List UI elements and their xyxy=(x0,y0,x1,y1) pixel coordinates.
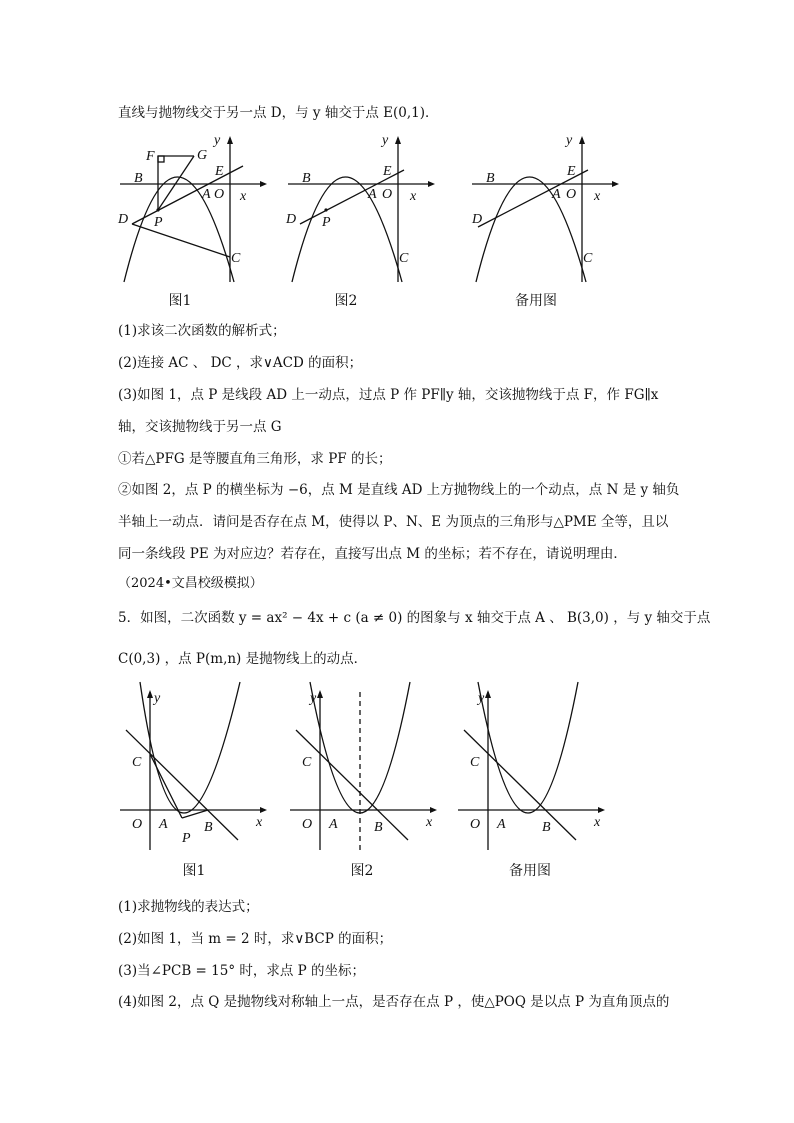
q4-part-3-sub2-cont1: 半轴上一动点．请问是否存在点 M，使得以 P、N、E 为顶点的三角形与△PME 全等，且以 xyxy=(118,514,669,530)
line-ad xyxy=(132,166,243,224)
label-y: y xyxy=(310,691,317,706)
label-x: x xyxy=(256,815,263,830)
label-y: y xyxy=(382,133,389,148)
q4-part-3-sub2: ②如图 2，点 P 的横坐标为 −6，点 M 是直线 AD 上方抛物线上的一个动点，点 N 是 y 轴负 xyxy=(118,482,680,498)
x-axis-arrow xyxy=(430,807,437,813)
x-axis-arrow xyxy=(260,807,267,813)
q4-part-1: (1)求该二次函数的解析式； xyxy=(118,323,286,339)
source-tag: （2024•文昌校级模拟） xyxy=(118,576,263,591)
q4-intro: 直线与抛物线交于另一点 D，与 y 轴交于点 E(0,1)． xyxy=(118,105,439,121)
x-axis-arrow xyxy=(428,181,435,187)
y-axis-arrow xyxy=(485,690,491,698)
segment-pg xyxy=(158,156,194,210)
y-axis-arrow xyxy=(579,136,585,144)
label-a: A xyxy=(329,817,338,832)
label-c: C xyxy=(302,755,312,770)
q5-stem-line-1: 5．如图，二次函数 y = ax² − 4x + c (a ≠ 0) 的图象与 x 轴交于点 A 、 B(3,0) ，与 y 轴交于点 xyxy=(118,610,711,626)
label-a: A xyxy=(202,187,211,202)
label-a: A xyxy=(497,817,506,832)
label-d: D xyxy=(286,212,297,227)
label-p: P xyxy=(154,215,163,230)
q4-figure-2-graph xyxy=(286,132,436,282)
label-c: C xyxy=(132,755,142,770)
label-y: y xyxy=(566,133,573,148)
q5-figure-1-graph xyxy=(118,682,278,852)
q5-stem-line-2: C(0,3) ，点 P(m,n) 是抛物线上的动点． xyxy=(118,651,368,667)
label-d: D xyxy=(472,212,483,227)
q4-figure-3 xyxy=(470,132,620,309)
q4-figure-3-caption: 备用图 xyxy=(515,293,557,309)
label-a: A xyxy=(368,187,377,202)
y-axis-arrow xyxy=(317,690,323,698)
q5-part-3: (3)当∠PCB = 15° 时，求点 P 的坐标； xyxy=(118,963,366,979)
q4-figure-3-graph xyxy=(470,132,620,282)
label-o: O xyxy=(382,187,393,202)
q4-figure-1-caption: 图1 xyxy=(168,293,192,309)
label-b: B xyxy=(542,820,551,835)
q4-part-3: (3)如图 1，点 P 是线段 AD 上一动点，过点 P 作 PF∥y 轴，交该抛物线于点 F，作 FG∥x xyxy=(118,387,659,403)
label-o: O xyxy=(132,817,143,832)
q4-part-2: (2)连接 AC 、 DC ，求∨ACD 的面积； xyxy=(118,355,363,371)
label-y: y xyxy=(214,133,221,148)
label-e: E xyxy=(567,164,576,179)
label-o: O xyxy=(566,187,577,202)
q5-figure-2-graph xyxy=(288,682,448,852)
label-b: B xyxy=(486,171,495,186)
label-d: D xyxy=(118,212,129,227)
point-p xyxy=(156,208,159,211)
label-g: G xyxy=(197,148,208,163)
label-b: B xyxy=(302,171,311,186)
q5-part-1: (1)求抛物线的表达式； xyxy=(118,899,259,915)
label-x: x xyxy=(240,189,247,204)
label-b: B xyxy=(134,171,143,186)
x-axis-arrow xyxy=(598,807,605,813)
q5-figure-2 xyxy=(288,682,448,879)
segment-dc xyxy=(132,224,230,257)
label-y: y xyxy=(478,691,485,706)
q4-figure-1-graph xyxy=(118,132,268,282)
point-p xyxy=(324,208,327,211)
right-angle-mark xyxy=(158,156,164,162)
line-bc xyxy=(296,730,408,840)
label-o: O xyxy=(214,187,225,202)
q5-part-4: (4)如图 2，点 Q 是抛物线对称轴上一点，是否存在点 P ，使△POQ 是以点 P 为直角顶点的 xyxy=(118,994,670,1010)
label-x: x xyxy=(426,815,433,830)
label-y: y xyxy=(154,691,161,706)
q4-figure-2-caption: 图2 xyxy=(334,293,358,309)
label-o: O xyxy=(302,817,313,832)
label-p: P xyxy=(182,831,191,846)
line-bc xyxy=(464,730,576,840)
label-c: C xyxy=(399,251,409,266)
label-b: B xyxy=(374,820,383,835)
label-c: C xyxy=(583,251,593,266)
x-axis-arrow xyxy=(260,181,267,187)
label-p: P xyxy=(322,215,331,230)
q5-figure-1-caption: 图1 xyxy=(182,863,206,879)
q4-part-3-cont: 轴，交该抛物线于另一点 G xyxy=(118,419,282,435)
label-e: E xyxy=(383,164,392,179)
q5-figure-1 xyxy=(118,682,278,879)
label-c: C xyxy=(470,755,480,770)
label-f: F xyxy=(146,149,155,164)
label-x: x xyxy=(594,815,601,830)
y-axis-arrow xyxy=(147,690,153,698)
line-bc xyxy=(126,730,238,840)
q5-part-2: (2)如图 1，当 m = 2 时，求∨BCP 的面积； xyxy=(118,931,393,947)
label-a: A xyxy=(159,817,168,832)
label-a: A xyxy=(552,187,561,202)
q4-part-3-sub1: ①若△PFG 是等腰直角三角形，求 PF 的长； xyxy=(118,451,392,467)
label-x: x xyxy=(410,189,417,204)
label-c: C xyxy=(231,251,241,266)
q4-figure-2 xyxy=(286,132,436,309)
q4-figure-1 xyxy=(118,132,268,309)
y-axis-arrow xyxy=(227,136,233,144)
y-axis-arrow xyxy=(395,136,401,144)
segment-cp xyxy=(150,754,182,818)
x-axis-arrow xyxy=(612,181,619,187)
q5-figure-2-caption: 图2 xyxy=(350,863,374,879)
segment-pb xyxy=(182,810,208,818)
label-b: B xyxy=(204,820,213,835)
label-x: x xyxy=(594,189,601,204)
q5-figure-3-caption: 备用图 xyxy=(509,863,551,879)
label-o: O xyxy=(470,817,481,832)
label-e: E xyxy=(215,164,224,179)
q5-figure-3 xyxy=(456,682,616,879)
q5-figure-3-graph xyxy=(456,682,616,852)
q4-part-3-sub2-cont2: 同一条线段 PE 为对应边？若存在，直接写出点 M 的坐标；若不存在，请说明理由． xyxy=(118,546,627,562)
